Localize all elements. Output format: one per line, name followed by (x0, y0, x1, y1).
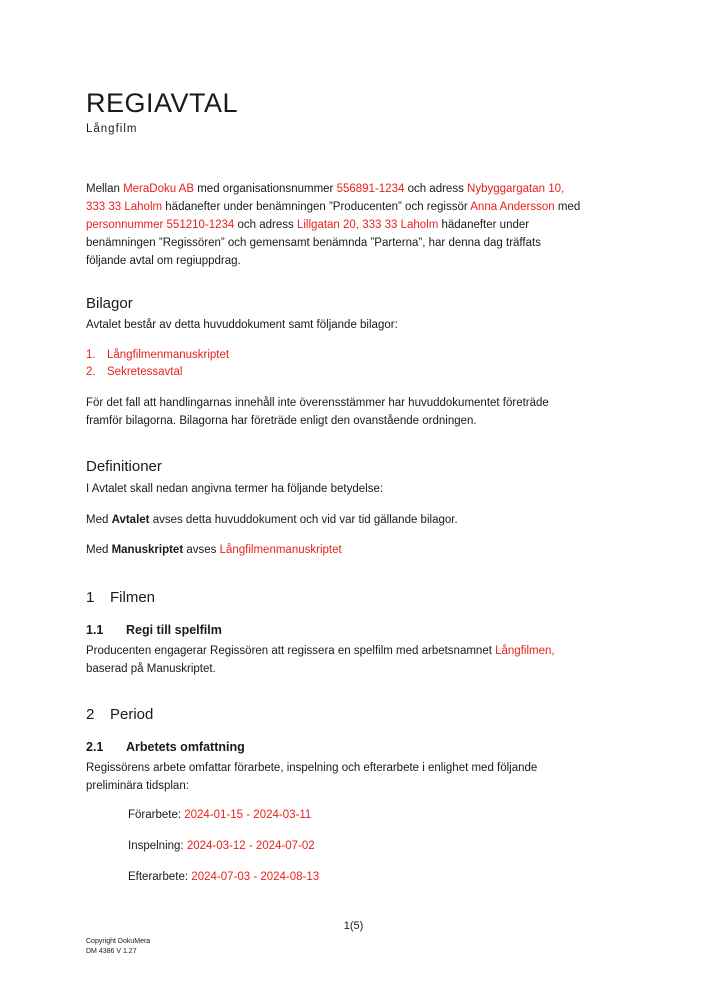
film-name-field: Långfilmen, (495, 645, 555, 657)
defined-term: Avtalet (111, 514, 150, 526)
text: hädanefter under (438, 219, 530, 231)
director-name-field: Anna Andersson (470, 201, 555, 213)
text: med (554, 201, 581, 213)
attachments-list (86, 347, 229, 381)
company-name-field: MeraDoku AB (123, 183, 195, 195)
text: benämningen ”Regissören” och gemensamt benämnda ”Parterna”, har denna dag träffats (86, 237, 541, 249)
attachment-label: Sekretessavtal (107, 366, 183, 378)
text: För det fall att handlingarnas innehåll inte överensstämmer har huvuddokumentet företräde (86, 397, 549, 409)
section-title: Period (110, 706, 154, 723)
section-title: Filmen (110, 589, 156, 606)
section-1-1-heading (86, 621, 222, 639)
page-footer (86, 937, 150, 957)
section-number: 2 (86, 706, 95, 723)
defined-term: Manuskriptet (111, 544, 184, 556)
text: och adress (404, 183, 468, 195)
personal-number-field: personnummer 551210-1234 (86, 219, 235, 231)
document-code: DM 4386 V 1.27 (86, 948, 137, 955)
document-subtitle: Långfilm (86, 123, 138, 135)
schedule-label: Förarbete: (128, 809, 185, 821)
text: framför bilagorna. Bilagorna har företräde enligt den ovanstående ordningen. (86, 415, 477, 427)
section-1-heading (86, 588, 155, 608)
text: Mellan (86, 183, 124, 195)
schedule-dates-field: 2024-01-15 - 2024-03-11 (184, 809, 312, 821)
text: preliminära tidsplan: (86, 780, 189, 792)
attachment-label: Långfilmenmanuskriptet (107, 349, 230, 361)
section-1-1-paragraph (86, 642, 616, 678)
manuscript-field: Långfilmenmanuskriptet (219, 544, 342, 556)
intro-paragraph (86, 180, 616, 270)
section-number: 1 (86, 589, 95, 606)
definitioner-heading: Definitioner (86, 458, 162, 475)
text: baserad på Manuskriptet. (86, 663, 216, 675)
schedule-dates-field: 2024-03-12 - 2024-07-02 (186, 840, 315, 852)
org-number-field: 556891-1234 (336, 183, 405, 195)
director-address-field: Lillgatan 20, 333 33 Laholm (296, 219, 439, 231)
section-title: Regi till spelfilm (126, 623, 222, 637)
company-city-field: 333 33 Laholm (86, 201, 163, 213)
section-2-1-paragraph (86, 759, 616, 795)
section-number: 1.1 (86, 623, 104, 637)
list-number: 1. (86, 349, 96, 361)
text: Regissörens arbete omfattar förarbete, inspelning och efterarbete i enlighet med följande (86, 762, 538, 774)
definition-manuskriptet (86, 541, 616, 559)
section-2-1-heading (86, 738, 245, 756)
bilagor-lead: Avtalet består av detta huvuddokument samt följande bilagor: (86, 319, 398, 331)
text: Med (86, 514, 112, 526)
schedule-item (128, 837, 315, 855)
text: avses (183, 544, 220, 556)
precedence-paragraph (86, 394, 616, 430)
schedule-label: Inspelning: (128, 840, 187, 852)
text: följande avtal om regiuppdrag. (86, 255, 241, 267)
text: hädanefter under benämningen ”Producenten” och regissör (162, 201, 471, 213)
section-2-heading (86, 705, 153, 725)
text: Producenten engagerar Regissören att regissera en spelfilm med arbetsnamnet (86, 645, 496, 657)
definition-avtalet (86, 511, 616, 529)
section-number: 2.1 (86, 740, 104, 754)
text: Med (86, 544, 112, 556)
definitioner-lead: I Avtalet skall nedan angivna termer ha följande betydelse: (86, 483, 384, 495)
bilagor-heading: Bilagor (86, 295, 133, 312)
text: och adress (234, 219, 297, 231)
page-number: 1(5) (343, 920, 364, 932)
copyright-text: Copyright DokuMera (86, 938, 151, 945)
text: med organisationsnummer (194, 183, 337, 195)
company-address-field: Nybyggargatan 10, (467, 183, 565, 195)
section-title: Arbetets omfattning (126, 740, 245, 754)
text: avses detta huvuddokument och vid var tid gällande bilagor. (149, 514, 458, 526)
schedule-item (128, 868, 319, 886)
schedule-label: Efterarbete: (128, 871, 192, 883)
document-title: REGIAVTAL (86, 88, 239, 118)
schedule-item (128, 806, 311, 824)
list-item (86, 347, 229, 364)
list-item (86, 364, 229, 381)
schedule-dates-field: 2024-07-03 - 2024-08-13 (191, 871, 320, 883)
list-number: 2. (86, 366, 96, 378)
